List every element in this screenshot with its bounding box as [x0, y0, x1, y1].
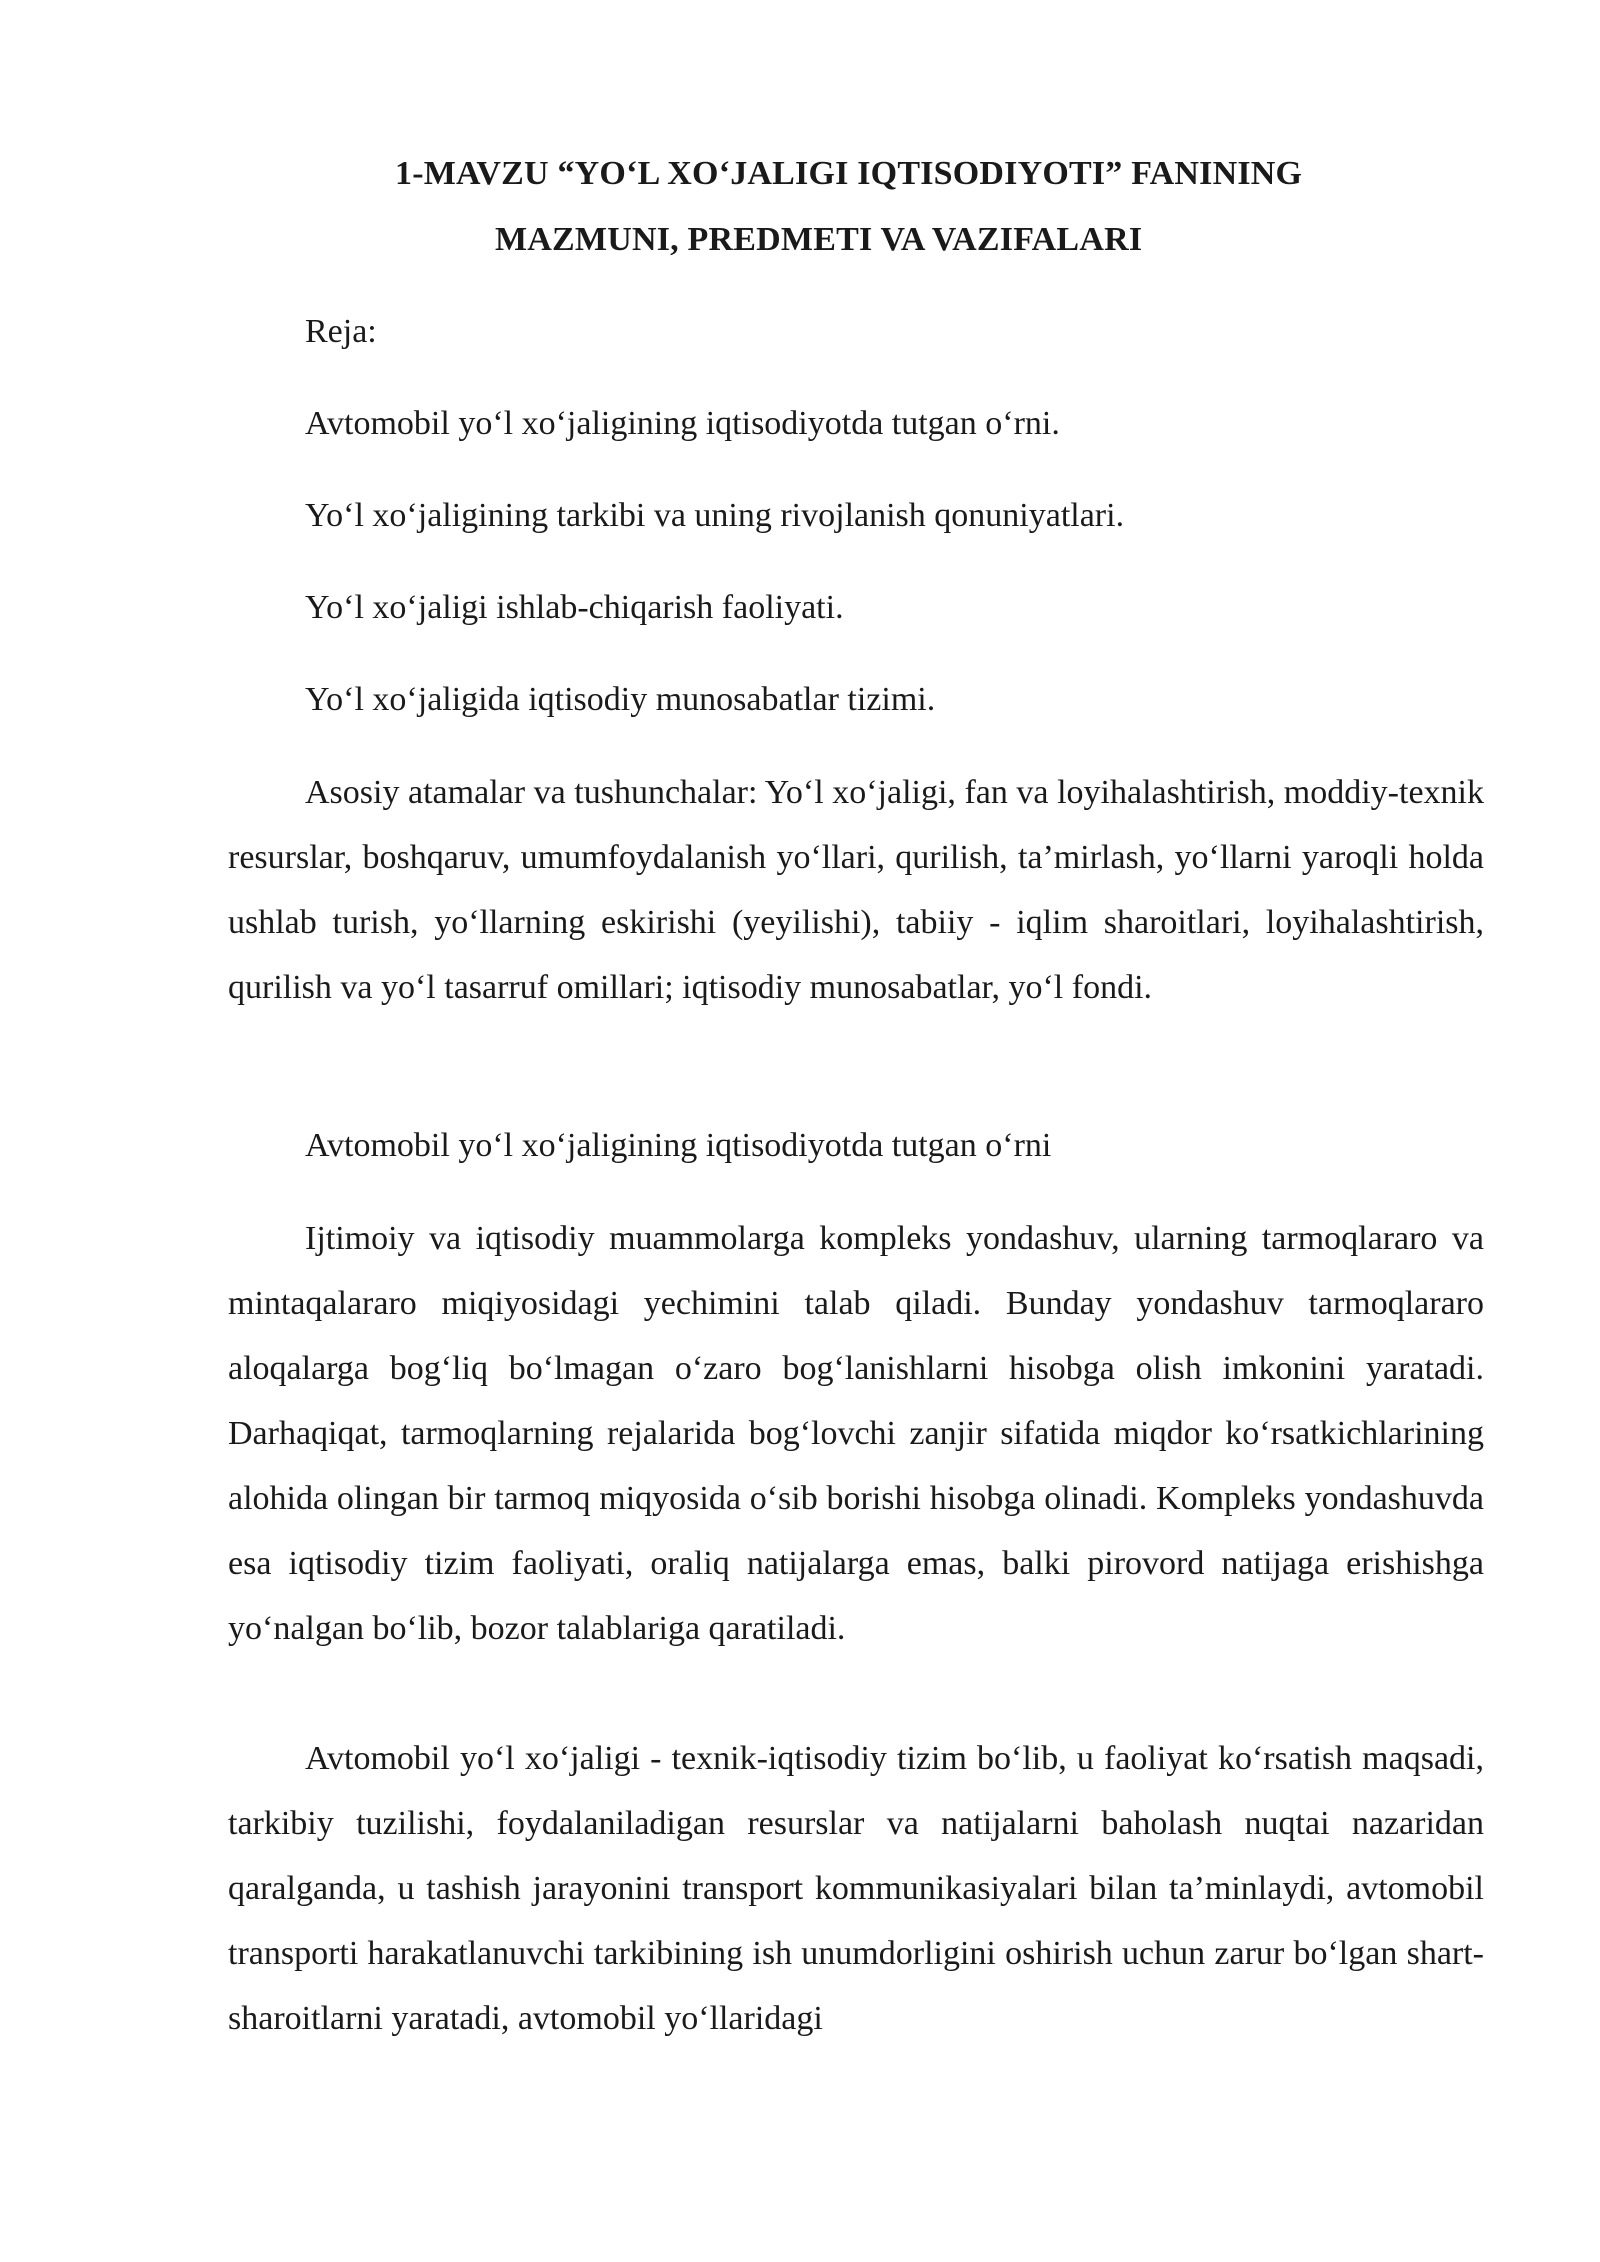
document-title-line-2: MAZMUNI, PREDMETI VA VAZIFALARI — [495, 221, 1143, 258]
plan-item: Yo‘l xo‘jaligida iqtisodiy munosabatlar tizimi. — [305, 681, 936, 718]
document-title-line-1: 1-MAVZU “YO‘L XO‘JALIGI IQTISODIYOTI” FANINING — [395, 155, 1303, 192]
plan-label: Reja: — [305, 313, 377, 350]
section-heading: Avtomobil yo‘l xo‘jaligining iqtisodiyotda tutgan o‘rni — [305, 1127, 1052, 1164]
plan-item: Yo‘l xo‘jaligi ishlab-chiqarish faoliyati. — [305, 589, 844, 626]
key-terms-paragraph: Asosiy atamalar va tushunchalar: Yo‘l xo‘jaligi, fan va loyihalashtirish, moddiy-texnik resurslar, boshqaruv, umumfoydalanish yo‘llari, qurilish, ta’mirlash, yo‘llarni yaroqli holda ushlab turish, yo‘llarning eskirishi (yeyilishi), tabiiy - iqlim sharoitlari, loyihalashtirish, qurilish va yo‘l tasarruf omillari; iqtisodiy munosabatlar, yo‘l fondi. — [228, 774, 1484, 1006]
plan-item: Yo‘l xo‘jaligining tarkibi va uning rivojlanish qonuniyatlari. — [305, 497, 1125, 534]
plan-item: Avtomobil yo‘l xo‘jaligining iqtisodiyotda tutgan o‘rni. — [305, 405, 1060, 442]
body-paragraph: Avtomobil yo‘l xo‘jaligi - texnik-iqtisodiy tizim bo‘lib, u faoliyat ko‘rsatish maqsadi, tarkibiy tuzilishi, foydalaniladigan resurslar va natijalarni baholash nuqtai nazaridan qaralganda, u tashish jarayonini transport kommunikasiyalari bilan ta’minlaydi, avtomobil transporti harakatlanuvchi tarkibining ish unumdorligini oshirish uchun zarur bo‘lgan shart-sharoitlarni yaratadi, avtomobil yo‘llaridagi — [228, 1740, 1484, 2037]
body-paragraph: Ijtimoiy va iqtisodiy muammolarga kompleks yondashuv, ularning tarmoqlararo va mintaqalararo miqiyosidagi yechimini talab qiladi. Bunday yondashuv tarmoqlararo aloqalarga bog‘liq bo‘lmagan o‘zaro bog‘lanishlarni hisobga olish imkonini yaratadi. Darhaqiqat, tarmoqlarning rejalarida bog‘lovchi zanjir sifatida miqdor ko‘rsatkichlarining alohida olingan bir tarmoq miqyosida o‘sib borishi hisobga olinadi. Kompleks yondashuvda esa iqtisodiy tizim faoliyati, oraliq natijalarga emas, balki pirovord natijaga erishishga yo‘nalgan bo‘lib, bozor talablariga qaratiladi. — [228, 1220, 1484, 1647]
